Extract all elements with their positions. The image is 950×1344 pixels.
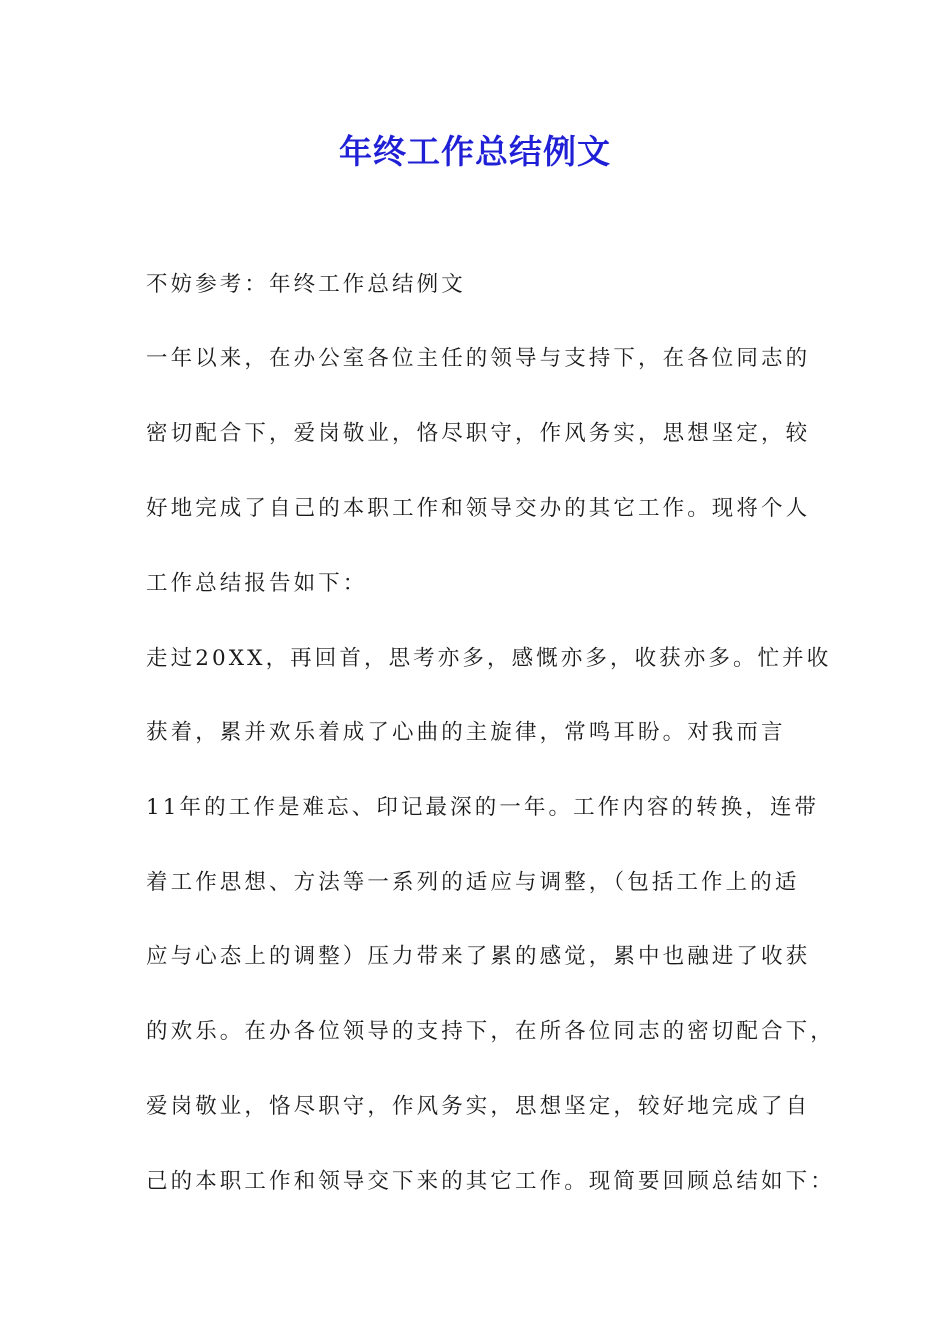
paragraph-line: 好地完成了自己的本职工作和领导交办的其它工作。现将个人 [146,496,811,521]
paragraph-line: 着工作思想、方法等一系列的适应与调整，（包括工作上的适 [146,870,800,895]
paragraph-line: 的欢乐。在办各位领导的支持下，在所各位同志的密切配合下， [146,1019,835,1044]
paragraph-line: 工作总结报告如下： [146,571,368,596]
paragraph-line: 11年的工作是难忘、印记最深的一年。工作内容的转换，连带 [146,795,820,820]
paragraph-line: 获着，累并欢乐着成了心曲的主旋律，常鸣耳盼。对我而言 [146,720,786,745]
document-title: 年终工作总结例文 [339,132,611,171]
paragraph-line: 己的本职工作和领导交下来的其它工作。现简要回顾总结如下： [146,1169,835,1194]
paragraph-line: 爱岗敬业，恪尽职守，作风务实，思想坚定，较好地完成了自 [146,1094,811,1119]
paragraph-line: 一年以来，在办公室各位主任的领导与支持下，在各位同志的 [146,346,811,371]
paragraph-line: 走过20XX，再回首，思考亦多，感慨亦多，收获亦多。忙并收 [146,646,832,671]
paragraph-line: 密切配合下，爱岗敬业，恪尽职守，作风务实，思想坚定，较 [146,421,811,446]
intro-line: 不妨参考：年终工作总结例文 [146,272,466,297]
paragraph-line: 应与心态上的调整）压力带来了累的感觉，累中也融进了收获 [146,944,811,969]
